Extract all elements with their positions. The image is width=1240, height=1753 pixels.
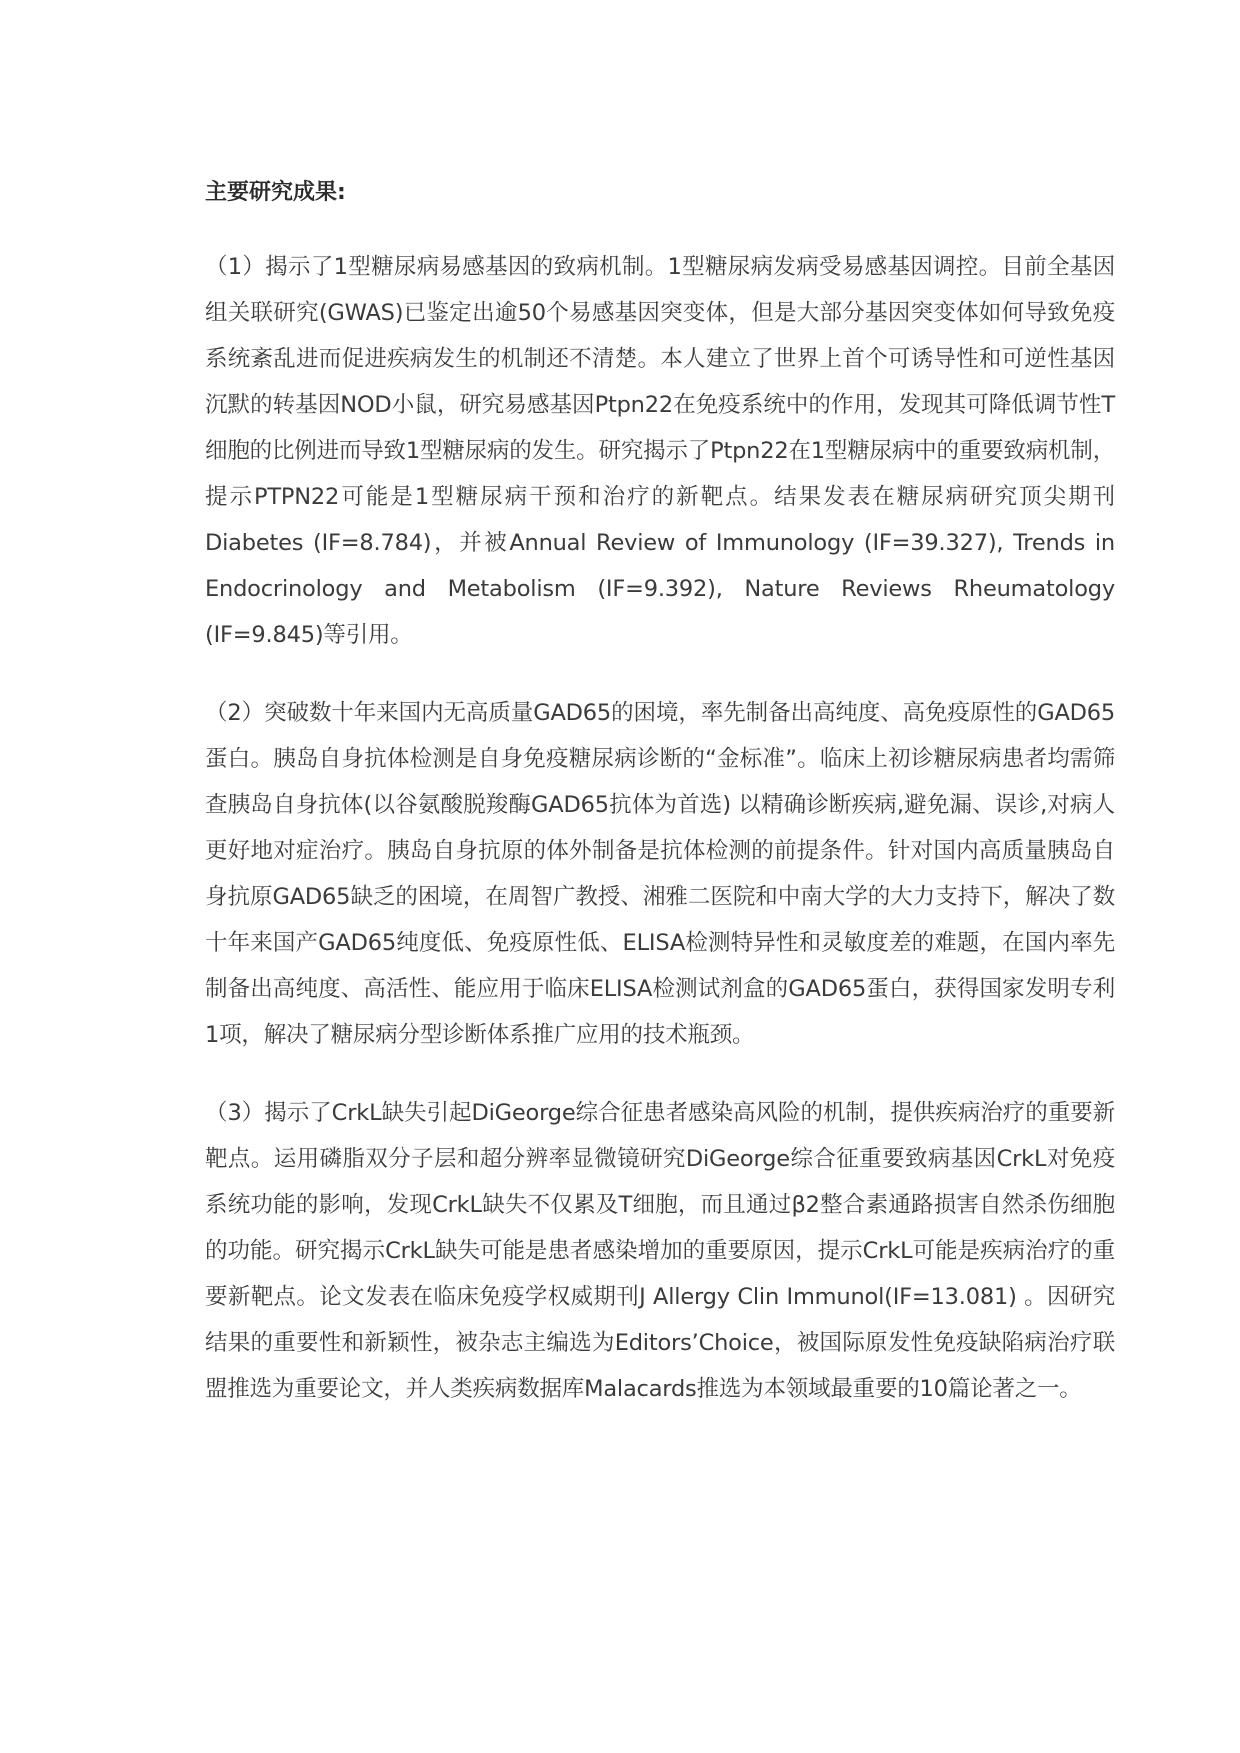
paragraph-1: （1）揭示了1型糖尿病易感基因的致病机制。1型糖尿病发病受易感基因调控。目前全基因组关联研究(GWAS)已鉴定出逾50个易感基因突变体，但是大部分基因突变体如何导致免疫系统紊乱进而促进疾病发生的机制还不清楚。本人建立了世界上首个可诱导性和可逆性基因沉默的转基因NOD小鼠，研究易感基因Ptpn22在免疫系统中的作用，发现其可降低调节性T细胞的比例进而导致1型糖尿病的发生。研究揭示了Ptpn22在1型糖尿病中的重要致病机制，提示PTPN22可能是1型糖尿病干预和治疗的新靶点。结果发表在糖尿病研究顶尖期刊Diabetes (IF=8.784)，并被Annual Review of Immunology (IF=39.327), Trends in Endocrinology and Metabolism (IF=9.392), Nature Reviews Rheumatology (IF=9.845)等引用。 [205, 254, 1115, 648]
paragraph-2: （2）突破数十年来国内无高质量GAD65的困境，率先制备出高纯度、高免疫原性的GAD65蛋白。胰岛自身抗体检测是自身免疫糖尿病诊断的“金标准”。临床上初诊糖尿病患者均需筛查胰岛自身抗体(以谷氨酸脱羧酶GAD65抗体为首选) 以精确诊断疾病,避免漏、误诊,对病人更好地对症治疗。胰岛自身抗原的体外制备是抗体检测的前提条件。针对国内高质量胰岛自身抗原GAD65缺乏的困境，在周智广教授、湘雅二医院和中南大学的大力支持下，解决了数十年来国产GAD65纯度低、免疫原性低、ELISA检测特异性和灵敏度差的难题，在国内率先制备出高纯度、高活性、能应用于临床ELISA检测试剂盒的GAD65蛋白，获得国家发明专利1项，解决了糖尿病分型诊断体系推广应用的技术瓶颈。 [205, 700, 1115, 1048]
paragraph-3: （3）揭示了CrkL缺失引起DiGeorge综合征患者感染高风险的机制，提供疾病治疗的重要新靶点。运用磷脂双分子层和超分辨率显微镜研究DiGeorge综合征重要致病基因CrkL对免疫系统功能的影响，发现CrkL缺失不仅累及T细胞，而且通过β2整合素通路损害自然杀伤细胞的功能。研究揭示CrkL缺失可能是患者感染增加的重要原因，提示CrkL可能是疾病治疗的重要新靶点。论文发表在临床免疫学权威期刊J Allergy Clin Immunol(IF=13.081) 。因研究结果的重要性和新颖性，被杂志主编选为Editors’Choice，被国际原发性免疫缺陷病治疗联盟推选为重要论文，并人类疾病数据库Malacards推选为本领域最重要的10篇论著之一。 [205, 1100, 1115, 1402]
section-heading: 主要研究成果: [205, 180, 346, 205]
document-body [205, 178, 1115, 1412]
